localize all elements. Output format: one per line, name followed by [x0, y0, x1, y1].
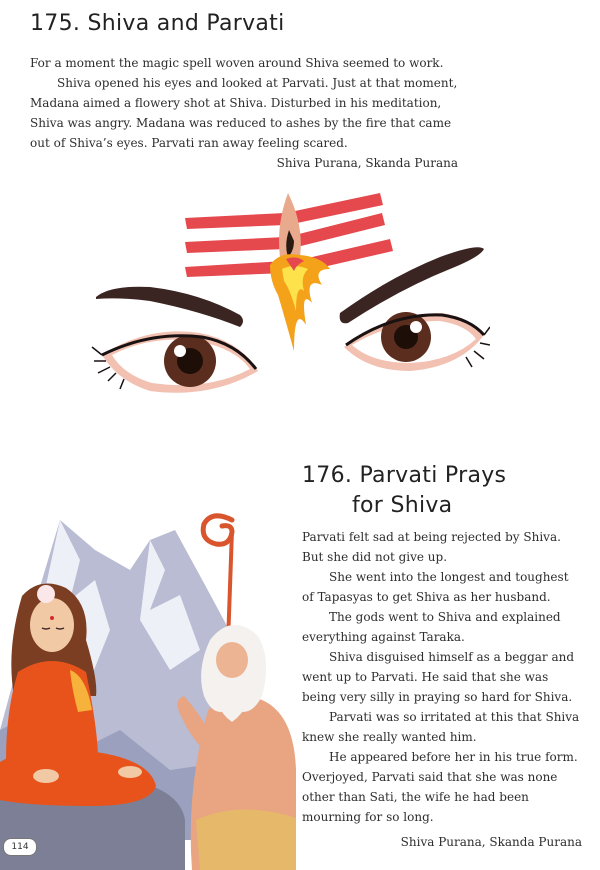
left-eyebrow: [96, 287, 243, 327]
right-eye: [344, 312, 490, 371]
section-176-title-line1: 176. Parvati Prays: [302, 463, 507, 488]
story-paragraph: For a moment the magic spell woven around Shiva seemed to work.: [30, 56, 444, 70]
page-number: 114: [3, 838, 37, 856]
story-paragraph: Shiva disguised himself as a beggar and went up to Parvati. He said that she was being very silly in praying so hard for Shiva.: [302, 650, 575, 704]
source-citation: Shiva Purana, Skanda Purana: [400, 835, 582, 849]
parvati-and-shiva-illustration: [0, 500, 300, 870]
section-175-story: [30, 53, 460, 173]
section-176-story: [302, 527, 582, 852]
story-paragraph: Shiva opened his eyes and looked at Parvati. Just at that moment, Madana aimed a flowery shot at Shiva. Disturbed in his meditation, Shiva was angry. Madana was reduced to ashes by the fire that came out of Shiva’s eyes. Parvati ran away feeling scared.: [30, 76, 458, 150]
shiva-angry-eyes-illustration: [90, 185, 490, 405]
source-citation: Shiva Purana, Skanda Purana: [276, 156, 458, 170]
story-paragraph: The gods went to Shiva and explained everything against Taraka.: [302, 610, 561, 644]
story-paragraph: Parvati was so irritated at this that Shiva knew she really wanted him.: [302, 710, 580, 744]
section-176-title-line2: for Shiva: [352, 493, 453, 518]
left-eye: [92, 331, 258, 392]
story-paragraph: She went into the longest and toughest of Tapasyas to get Shiva as her husband.: [302, 570, 569, 604]
section-176-title: [302, 461, 506, 521]
story-paragraph: Parvati felt sad at being rejected by Shiva. But she did not give up.: [302, 530, 561, 564]
right-eyebrow: [340, 247, 484, 323]
section-175-title: 175. Shiva and Parvati: [30, 11, 285, 36]
story-paragraph: He appeared before her in his true form. Overjoyed, Parvati said that she was none other than Sati, the wife he had been mourning for so long.: [302, 750, 578, 824]
